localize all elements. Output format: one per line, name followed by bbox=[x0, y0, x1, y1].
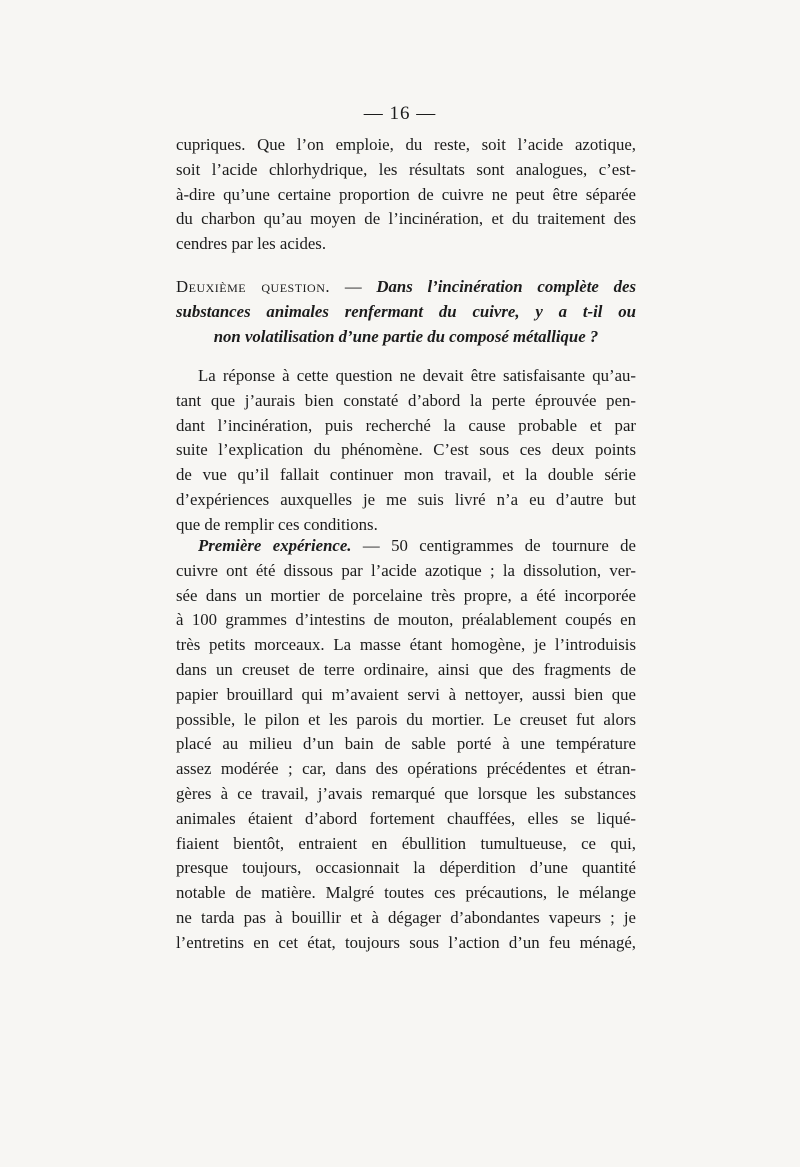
text-line: à 100 grammes d’intestins de mouton, préalablement coupés en bbox=[176, 610, 636, 630]
text-line: d’expériences auxquelles je me suis livré n’a eu d’autre but bbox=[176, 489, 636, 509]
text-line: presque toujours, occasionnait la déperdition d’une quantité bbox=[176, 858, 636, 878]
question-label: Deuxième question. bbox=[176, 277, 331, 296]
text-line: notable de matière. Malgré toutes ces précautions, le mélange bbox=[176, 883, 636, 903]
experiment-text: 50 centigrammes de tournure de bbox=[391, 536, 637, 555]
text-line: possible, le pilon et les parois du mortier. Le creuset fut alors bbox=[176, 709, 636, 729]
text-line: sée dans un mortier de porcelaine très propre, a été incorporée bbox=[176, 585, 636, 605]
page-number: — 16 — bbox=[363, 103, 437, 124]
question-line: non volatilisation d’une partie du composé métallique ? bbox=[213, 326, 599, 346]
text-line: animales étaient d’abord fortement chauffées, elles se liqué- bbox=[176, 808, 636, 828]
text-line: dant l’incinération, puis recherché la cause probable et par bbox=[176, 415, 636, 435]
question-line bbox=[176, 275, 636, 300]
experiment-label: Première expérience. bbox=[198, 536, 352, 555]
text-line: La réponse à cette question ne devait être satisfaisante qu’au- bbox=[198, 366, 636, 385]
paragraph-1 bbox=[176, 133, 636, 257]
text-line: assez modérée ; car, dans des opérations précédentes et étran- bbox=[176, 759, 636, 779]
paragraph-2 bbox=[176, 364, 636, 538]
text-line: placé au milieu d’un bain de sable porté à une température bbox=[176, 734, 636, 754]
experiment-first-line bbox=[176, 534, 636, 559]
text-line: suite l’explication du phénomène. C’est sous ces deux points bbox=[176, 440, 636, 460]
text-line: ne tarda pas à bouillir et à dégager d’abondantes vapeurs ; je bbox=[176, 907, 636, 927]
text-line: cuivre ont été dissous par l’acide azotique ; la dissolution, ver- bbox=[176, 560, 636, 580]
text-line: de vue qu’il fallait continuer mon travail, et la double série bbox=[176, 465, 636, 485]
text-line: soit l’acide chlorhydrique, les résultats sont analogues, c’est- bbox=[176, 159, 636, 179]
text-line: du charbon qu’au moyen de l’incinération, et du traitement des bbox=[176, 209, 636, 229]
text-line: très petits morceaux. La masse étant homogène, je l’introduisis bbox=[176, 635, 636, 655]
text-line: fiaient bientôt, entraient en ébullition tumultueuse, ce qui, bbox=[176, 833, 636, 853]
text-line: cendres par les acides. bbox=[176, 234, 327, 254]
question-dash: — bbox=[344, 277, 362, 296]
text-line: à-dire qu’une certaine proportion de cuivre ne peut être séparée bbox=[176, 184, 636, 204]
text-line: que de remplir ces conditions. bbox=[176, 514, 378, 534]
text-line: gères à ce travail, j’avais remarqué que lorsque les substances bbox=[176, 783, 636, 803]
question-heading bbox=[176, 275, 636, 349]
text-line: tant que j’aurais bien constaté d’abord la perte éprouvée pen- bbox=[176, 390, 636, 410]
experiment-paragraph bbox=[176, 534, 636, 956]
text-line: cupriques. Que l’on emploie, du reste, soit l’acide azotique, bbox=[176, 135, 636, 154]
text-line: l’entretins en cet état, toujours sous l’action d’un feu ménagé, bbox=[176, 932, 636, 952]
text-line: papier brouillard qui m’avaient servi à nettoyer, aussi bien que bbox=[176, 684, 636, 704]
question-line: substances animales renfermant du cuivre, y a t-il ou bbox=[176, 301, 636, 321]
experiment-dash: — bbox=[362, 536, 380, 555]
text-line: dans un creuset de terre ordinaire, ainsi que des fragments de bbox=[176, 659, 636, 679]
question-text: Dans l’incinération complète des bbox=[376, 277, 636, 296]
